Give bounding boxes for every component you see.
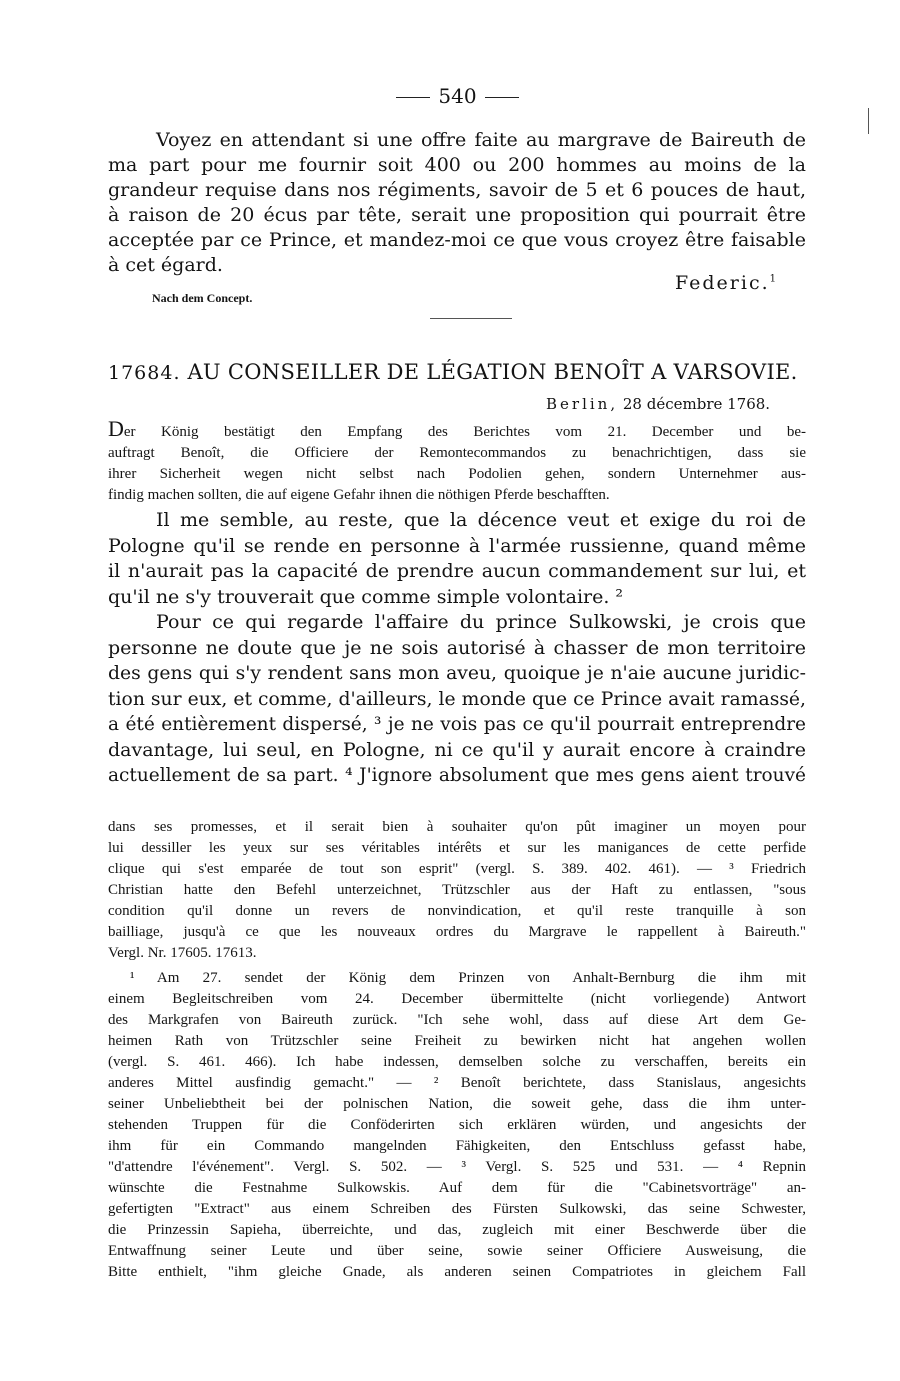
text-line: findig machen sollten, die auf eigene Gefahr ihnen die nöthigen Pferde beschafften. [108, 487, 610, 503]
footnote-line: Christian hatte den Befehl unterzeichnet, Trützschler aus der Haft zu entlassen, "sous [108, 882, 806, 898]
footnote-line: Vergl. Nr. 17605. 17613. [108, 945, 257, 961]
text-line: Voyez en attendant si une offre faite au margrave de Baireuth de [156, 129, 806, 151]
footnote-line: einem Begleitschreiben vom 24. December übermittelte (nicht vorliegende) Antwort [108, 991, 806, 1007]
page-number-dash-left [396, 97, 430, 98]
footnote-line: clique qui s'est emparée de tout son esprit" (vergl. S. 389. 402. 461). — ³ Friedrich [108, 861, 806, 877]
dateline-date: 28 décembre 1768. [622, 395, 771, 413]
footnote-line: wünschte die Festnahme Sulkowskis. Auf dem für die "Cabinetsvorträge" an- [108, 1180, 806, 1196]
drop-cap: D [108, 416, 124, 441]
footnote-line: gefertigten "Extract" aus einem Schreiben des Fürsten Sulkowski, das seine Schwester, [108, 1201, 806, 1217]
section-divider [430, 318, 512, 319]
footnote-line: bailliage, jusqu'à ce que les nouveaux ordres du Margrave le rappellent à Baireuth." [108, 924, 806, 940]
text-line: il n'aurait pas la capacité de prendre aucun commandement sur lui, et [108, 560, 806, 582]
margin-mark [868, 108, 869, 134]
footnote-line: des Markgrafen von Baireuth zurück. "Ich sehe wohl, dass auf diese Art dem Ge- [108, 1012, 806, 1028]
page-number-text: 540 [438, 84, 477, 108]
footnotes [108, 817, 806, 1283]
page-number [380, 84, 535, 108]
footnote-line: Bitte enthielt, "ihm gleiche Gnade, als anderen seinen Compatriotes in gleichem Fall [108, 1264, 806, 1280]
footnote-line: dans ses promesses, et il serait bien à souhaiter qu'on pût imaginer un moyen pour [108, 819, 806, 835]
letter-title [108, 360, 806, 384]
footnote-line: condition qu'il donne un revers de nonvindication, et qu'il reste tranquille à son [108, 903, 806, 919]
letter-closing-paragraph [108, 128, 806, 278]
footnote-line: ¹ Am 27. sendet der König dem Prinzen von Anhalt-Bernburg die ihm mit [130, 970, 806, 986]
dateline [546, 395, 770, 413]
letter-number: 17684. [108, 362, 181, 384]
letter-body [108, 508, 806, 789]
footnote-line: die Prinzessin Sapieha, überreichte, und das, zugleich mit einer Beschwerde über die [108, 1222, 806, 1238]
letter-title-text: AU CONSEILLER DE LÉGATION BENOÎT A VARSOVIE. [187, 360, 798, 384]
text-line: acceptée par ce Prince, et mandez-moi ce que vous croyez être faisable [108, 229, 806, 251]
text-line: actuellement de sa part. ⁴ J'ignore absolument que mes gens aient trouvé [108, 765, 806, 786]
footnote-line: stehenden Truppen für die Conföderirten sich erklären würden, und angesichts der [108, 1117, 806, 1133]
footnote-line: seiner Unbeliebtheit bei der polnischen Nation, die soweit gehe, dass die ihm unter- [108, 1096, 806, 1112]
source-note: Nach dem Concept. [152, 291, 253, 305]
text-line: ma part pour me fournir soit 400 ou 200 hommes au moins de la [108, 154, 806, 176]
letter-summary [108, 418, 806, 506]
text-line: Pologne qu'il se rende en personne à l'armée russienne, quand même [108, 534, 806, 557]
footnote-line: ihm für ein Commando mangelnden Fähigkeiten, den Entschluss gefasst habe, [108, 1138, 806, 1154]
footnote-line: Entwaffnung seiner Leute und über seine, sowie seiner Officiere Ausweisung, die [108, 1243, 806, 1259]
dateline-place: Berlin, [546, 395, 619, 413]
footnote-line: (vergl. S. 461. 466). Ich habe indessen, demselben solche zu verschaffen, bereits ein [108, 1054, 806, 1070]
text-line: auftragt Benoît, die Officiere der Remontecommandos zu benachrichtigen, dass sie [108, 445, 806, 461]
signature-footnote-ref: 1 [769, 273, 777, 285]
footnote-line: anderes Mittel ausfindig gemacht." — ² Benoît berichtete, dass Stanislaus, angesichts [108, 1075, 806, 1091]
text-line: des gens qui s'y rendent sans mon aveu, quoique je n'aie aucune juridic- [108, 663, 806, 684]
footnote-line: lui dessiller les yeux sur ses véritables intérêts et sur les manigances de cette perfide [108, 840, 806, 856]
text-line: à cet égard. [108, 254, 223, 276]
footnote-line: heimen Rath von Trützschler seine Freiheit zu bewirken nicht hat angehen wollen [108, 1033, 806, 1049]
text-line: personne ne doute que je ne sois autorisé à chasser de mon territoire [108, 636, 806, 659]
text-line: qu'il ne s'y trouverait que comme simple volontaire. ² [108, 585, 624, 608]
text-line: a été entièrement dispersé, ³ je ne vois pas ce qu'il pourrait entreprendre [108, 714, 806, 735]
text-line: Der König bestätigt den Empfang des Berichtes vom 21. December und be- [108, 416, 806, 441]
signature [675, 272, 776, 294]
text-line: davantage, lui seul, en Pologne, ni ce qu'il y aurait encore à craindre [108, 738, 806, 761]
text-line: ihrer Sicherheit wegen nicht selbst nach Podolien gehen, sondern Unternehmer aus- [108, 466, 806, 482]
text-line: tion sur eux, et comme, d'ailleurs, le monde que ce Prince avait ramassé, [108, 688, 806, 710]
text-line: à raison de 20 écus par tête, serait une proposition qui pourrait être [108, 204, 806, 226]
text-line: grandeur requise dans nos régiments, savoir de 5 et 6 pouces de haut, [108, 179, 806, 201]
footnote-line: "d'attendre l'événement". Vergl. S. 502. — ³ Vergl. S. 525 und 531. — ⁴ Repnin [108, 1159, 806, 1175]
text-line: Pour ce qui regarde l'affaire du prince Sulkowski, je crois que [156, 611, 806, 633]
page-number-dash-right [485, 97, 519, 98]
signature-text: Federic. [675, 272, 770, 294]
text-line: Il me semble, au reste, que la décence veut et exige du roi de [156, 509, 806, 531]
